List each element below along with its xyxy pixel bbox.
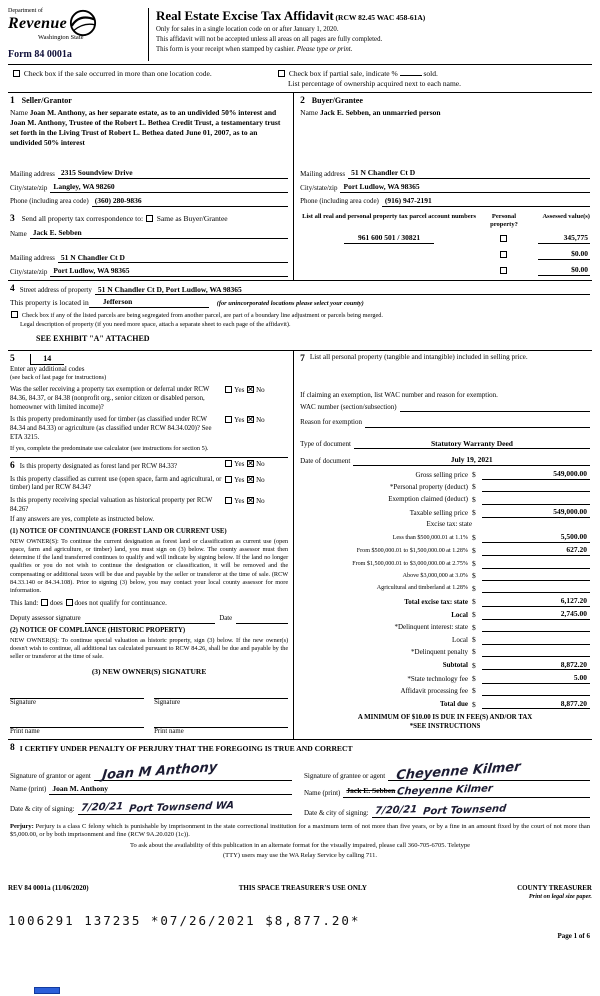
form-title: Real Estate Excise Tax Affidavit [156,8,334,23]
tax-row-value-field[interactable]: 627.20 [482,545,590,556]
dept-of-label: Department of [8,8,43,14]
correspondence-parcel-band [8,210,592,281]
seller-phone-field[interactable]: (360) 280-9836 [92,196,288,207]
dollar-sign: $ [471,470,476,480]
tax-row-tier4 [300,571,590,581]
agency-block [8,8,148,61]
correspondence-name-label: Name [10,229,27,238]
title-block [148,8,592,61]
no-label: No [256,459,265,468]
correspondence-city-label: City/state/zip [10,268,48,277]
alt-format-note-1: To ask about the availability of this publication in an alternate format for the visually impaired, please call 360-705-6705. Teletype [130,841,470,849]
grantee-signature-ink: Cheyenne Kilmer [395,759,522,784]
buyer-phone-field[interactable]: (916) 947-2191 [382,196,590,207]
deputy-assessor-signature-field[interactable] [85,616,216,624]
grantor-name-print-field[interactable]: Joan M. Anthony [49,784,292,795]
buyer-city-field[interactable]: Port Ludlow, WA 98365 [340,182,590,193]
personal-property-checkbox[interactable] [500,251,507,258]
tax-row-value-field[interactable]: 5,500.00 [482,532,590,543]
question-text: Is this property receiving special valuation as historical property per RCW 84.26? [10,496,213,513]
footer [8,884,592,996]
notice-compliance-body: NEW OWNER(S): To continue special valuation as historic property, sign (3) below. If the new owner(s) doesn't wish to continue, all additional tax calculated pursuant to RCW 84.26, shall be due and payable by the seller or transferor at the time of sale. [10,636,289,660]
grantee-name-print-field[interactable] [343,784,590,798]
correspondence-name-field[interactable]: Jack E. Sebben [30,228,288,239]
dollar-sign: $ [471,571,476,581]
tax-row-excise-state-header [300,520,590,529]
dollar-sign: $ [471,622,476,632]
treasurer-receipt-stamp: 1006291 137235 *07/26/2021 $8,877.20* [8,913,361,929]
section-6-number: 6 [10,460,15,471]
grantor-date-ink: 7/20/21 [79,800,124,814]
treasurer-space-label: THIS SPACE TREASURER'S USE ONLY [238,884,367,892]
tax-row-label: *State technology fee [407,674,468,683]
perjury-paragraph [8,823,592,840]
header-note-3: This form is your receipt when stamped by cashier. [156,45,296,53]
revenue-logo-icon [69,9,97,37]
section-5-number: 5 [10,353,15,364]
reason-exemption-label: Reason for exemption [300,418,362,427]
correspondence-mailing-field[interactable]: 51 N Chandler Ct D [58,253,288,264]
tax-row-gross [300,469,590,480]
dollar-sign: $ [471,558,476,568]
tax-row-label: Local [451,610,468,619]
legal-size-note: Print on legal size paper. [528,893,592,901]
dollar-sign: $ [471,634,476,644]
question-text: Is this property classified as current use (open space, farm and agricultural, or timber) land per RCW 84.34? [10,475,222,492]
type-or-print-note: Please type or print. [296,45,353,53]
tax-row-label: *Delinquent interest: state [394,623,468,632]
parcel-row [300,233,590,244]
tax-row-label: *Personal property (deduct) [389,483,468,492]
question-timber-agriculture [10,416,288,442]
parcel-row [300,248,590,260]
tax-row-value-field[interactable] [482,584,590,593]
grantor-date-city-field[interactable] [78,801,292,815]
predominate-use-note: If yes, complete the predominate use calculator (see instructions for section 5). [10,444,209,452]
legal-description-label: Legal description of property (if you need more space, attach a separate sheet to each page of the affidavit). [20,321,291,329]
seller-buyer-band [8,93,592,210]
grantee-date-city-field[interactable] [372,804,590,818]
personal-property-label: List all personal property (tangible and intangible) included in selling price. [309,352,528,361]
tax-row-value-field[interactable] [482,648,590,657]
new-owner-signature-1-field[interactable] [10,691,144,699]
dollar-sign: $ [471,583,476,593]
sections-5-6 [8,351,294,739]
grantor-date-city-label: Date & city of signing: [10,805,75,814]
additional-codes-note: (see back of last page for instructions) [10,374,107,382]
page-number: Page 1 of 6 [557,932,590,940]
signature-label: Signature [154,698,181,706]
tax-row-label: Affidavit processing fee [400,686,468,695]
grantee-signature-label: Signature of grantee or agent [304,771,386,780]
tax-row-value-field[interactable]: 8,872.20 [482,660,590,671]
no-label: No [256,386,265,395]
tax-row-value-field[interactable]: 2,745.00 [482,609,590,620]
buyer-phone-label: Phone (including area code) [300,197,379,206]
parcel-number-field[interactable]: 961 600 501 / 30821 [344,233,434,244]
grantee-name-struck: Jack E. Sebben [346,785,396,795]
parcel-row [300,264,590,276]
buyer-city-label: City/state/zip [300,183,338,192]
tax-row-tier1 [300,532,590,543]
tax-row-delinquent-interest [300,623,590,633]
grantee-date-city-label: Date & city of signing: [304,808,369,817]
no-checkbox[interactable] [247,476,254,483]
deputy-assessor-row [10,615,288,624]
tax-row-label: From $1,500,000.01 to $3,000,000.00 at 2.75% [352,560,468,567]
new-owner-print-2-field[interactable] [154,720,288,728]
tax-row-value-field[interactable] [482,483,590,492]
section-4-number: 4 [10,284,15,295]
tax-row-value-field[interactable]: 5.00 [482,673,590,684]
assessed-value-field[interactable]: $0.00 [538,249,590,260]
parcel-numbers-header: List all real and personal property tax parcel account numbers [302,212,476,220]
assessed-value-field[interactable]: 345,775 [538,233,590,244]
additional-codes-label: Enter any additional codes [10,365,85,374]
tax-row-value-field[interactable] [482,623,590,632]
tax-row-value-field[interactable]: 6,127.20 [482,596,590,607]
form-number: Form 84 0001a [8,49,72,61]
seller-name-label: Name [10,108,28,118]
if-yes-note: If any answers are yes, complete as instructed below. [10,516,155,524]
dollar-sign: $ [471,686,476,696]
no-checkbox[interactable] [247,386,254,393]
tax-row-label: Excise tax: state [426,520,472,529]
ownership-percent-note: List percentage of ownership acquired next to each name. [287,79,462,89]
grantee-city-ink: Port Townsend [422,803,507,818]
tax-row-delinquent-penalty [300,647,590,657]
section-1-number: 1 [10,95,15,106]
section-7-tax [294,351,592,739]
multi-location-checkbox[interactable] [13,70,20,77]
tax-row-label: Taxable selling price [409,508,468,517]
street-address-label: Street address of property [19,286,92,295]
segregated-label: Check box if any of the listed parcels are being segregated from another parcel, are part of a boundary line adjustment or parcels being merged. [21,312,383,320]
section-3-number: 3 [10,213,15,224]
county-note: (for unincorporated locations please select your county) [216,299,364,307]
section-8-certification [8,739,592,817]
grantor-signature-label: Signature of grantor or agent [10,771,91,780]
grantor-city-ink: Port Townsend WA [128,799,235,815]
no-label: No [256,475,265,484]
perjury-lead: Perjury: [10,822,34,830]
grantee-signature-field[interactable] [388,759,590,784]
tax-row-label: From $500,000.01 to $1,500,000.00 at 1.28% [356,548,468,555]
tax-row-tier3 [300,559,590,569]
section-4-property [8,280,592,350]
does-label: does [49,598,63,607]
partial-sale-label: Check box if partial sale, indicate % [288,69,398,79]
yes-label: Yes [234,416,245,425]
notice-continuance-title: (1) NOTICE OF CONTINUANCE (FOREST LAND OR CURRENT USE) [10,528,227,536]
no-label: No [256,416,265,425]
section-2-buyer [294,93,592,210]
doc-date-field[interactable]: July 19, 2021 [353,455,590,466]
seller-phone-label: Phone (including area code) [10,197,89,206]
buyer-mailing-label: Mailing address [300,169,346,178]
question-historic-property [10,497,288,515]
does-not-checkbox[interactable] [66,599,73,606]
question-exemption-deferral [10,386,288,412]
yes-label: Yes [234,459,245,468]
county-field[interactable]: Jefferson [89,297,209,308]
tax-row-value-field[interactable]: 8,877.20 [482,699,590,710]
seller-mailing-label: Mailing address [10,169,55,178]
seller-mailing-field[interactable]: 2315 Soundview Drive [58,168,288,179]
doc-type-label: Type of document [300,440,351,449]
tax-band [8,350,592,739]
tax-row-delinquent-local [300,635,590,645]
question-forest-land [10,460,288,472]
section-8-number: 8 [10,743,15,754]
doc-date-label: Date of document [300,456,351,465]
yes-label: Yes [234,475,245,484]
seller-grantor-heading: Seller/Grantor [21,95,72,105]
section-3-correspondence [8,210,294,281]
tax-row-label: Less than $500,000.01 at 1.1% [392,534,468,541]
tax-row-label: Subtotal [442,661,468,670]
print-name-label: Print name [154,727,184,735]
question-current-use [10,476,288,494]
additional-code-field[interactable]: 14 [30,354,64,365]
rev-number: REV 84 0001a (11/06/2020) [8,884,89,892]
tax-row-agricultural [300,584,590,594]
viewer-artifact [34,987,60,994]
grantor-signature-field[interactable] [94,759,292,783]
tax-row-value-field[interactable] [482,560,590,569]
grantee-name-ink: Cheyenne Kilmer [396,783,494,798]
tax-row-total-state [300,596,590,607]
personal-property-checkbox[interactable] [500,267,507,274]
legal-description-value[interactable]: SEE EXHIBIT "A" ATTACHED [36,333,150,343]
seller-city-label: City/state/zip [10,183,48,192]
tax-row-total-due [300,699,590,710]
date-label: Date [219,614,233,622]
parcel-table [294,210,592,281]
located-in-label: This property is located in [10,298,89,308]
dollar-sign: $ [471,610,476,620]
deputy-assessor-label: Deputy assessor signature [10,614,81,622]
washington-state-label: Washington State [38,34,84,41]
tax-row-label: *Delinquent penalty [411,647,468,656]
county-treasurer-label: COUNTY TREASURER [517,884,592,892]
question-text: Is this property designated as forest land per RCW 84.33? [19,462,178,470]
header-note-2: This affidavit will not be accepted unless all areas on all pages are fully completed. [156,35,383,43]
form-header [8,8,592,65]
section-7-number: 7 [300,353,305,364]
dollar-sign: $ [471,494,476,504]
signature-label: Signature [10,698,37,706]
alt-format-note-2: (TTY) users may use the WA Relay Service by calling 711. [223,852,377,860]
perjury-body: Perjury is a class C felony which is punishable by imprisonment in the state correctional institution for a maximum term of not more than five years, or by a fine in an amount fixed by the court of not more than $5,000.00, or by both imprisonment and fine (RCW 9A.20.020 (1c)). [10,822,590,839]
tax-row-label: Local [452,635,468,644]
yes-checkbox[interactable] [225,460,232,467]
notice-compliance-title: (2) NOTICE OF COMPLIANCE (HISTORIC PROPERTY) [10,626,186,634]
question-text: Is this property predominantly used for timber (as classified under RCW 84.34 and 84.33) or agriculture (as classified under RCW 84.34.020)? See ETA 3215. [10,416,212,441]
sold-label: sold. [423,69,438,79]
tax-row-label: Total excise tax: state [404,597,468,606]
correspondence-city-field[interactable]: Port Ludlow, WA 98365 [50,266,288,277]
tax-row-value-field[interactable]: 549,000.00 [482,469,590,480]
agency-wordmark [8,8,67,35]
yes-checkbox[interactable] [225,386,232,393]
reason-exemption-field[interactable] [365,419,590,428]
tax-row-value-field[interactable] [482,687,590,696]
wac-number-label: WAC number (section/subsection) [300,403,397,412]
this-land-label: This land: [10,598,39,607]
tax-row-local [300,609,590,620]
dollar-sign: $ [471,546,476,556]
grantee-signature-block [300,755,590,818]
new-owner-signature-2-field[interactable] [154,691,288,699]
top-checkbox-row [8,65,592,93]
land-qualify-row [10,599,288,608]
dollar-sign: $ [471,482,476,492]
tax-row-tech-fee [300,673,590,684]
section-1-seller [8,93,294,210]
no-label: No [256,496,265,505]
buyer-grantee-heading: Buyer/Grantee [311,95,363,105]
notice-continuance-body: NEW OWNER(S): To continue the current designation as forest land or classification as current use (open space, farm and agriculture, or timber) land, you must sign on (3) below. The county assessor must then determine if the land transferred continues to qualify and will indicate by signing below. If the land no longer qualifies or you do not wish to continue the designation or classification, it will be removed and the compensating or additional taxes will be due and payable by the seller or transferor at the time of sale. (RCW 84.33.140 or 84.34.108). Prior to signing (3) below, you may contact your local county assessor for more information. [10,538,289,594]
perjury-certification: I CERTIFY UNDER PENALTY OF PERJURY THAT THE FOREGOING IS TRUE AND CORRECT [19,743,353,753]
header-note-1: Only for sales in a single location code on or after January 1, 2020. [156,25,339,33]
assessed-values-header: Assessed value(s) [542,212,590,220]
dollar-sign: $ [471,533,476,543]
parcel-number-field[interactable] [344,264,434,273]
minimum-fee-note: A MINIMUM OF $10.00 IS DUE IN FEE(S) AND/OR TAX [357,714,533,722]
parcel-number-field[interactable] [344,248,434,257]
segregated-checkbox[interactable] [11,311,18,318]
yes-label: Yes [234,386,245,395]
tax-row-taxable [300,507,590,518]
does-not-label: does not qualify for continuance. [74,598,167,607]
no-checkbox[interactable] [247,416,254,423]
assessed-value-field[interactable]: $0.00 [538,265,590,276]
yes-checkbox[interactable] [225,476,232,483]
dollar-sign: $ [471,699,476,709]
tax-computation-table [300,469,590,709]
yes-checkbox[interactable] [225,497,232,504]
no-checkbox[interactable] [247,497,254,504]
no-checkbox[interactable] [247,460,254,467]
personal-property-checkbox[interactable] [500,235,507,242]
new-owner-signature-title: (3) NEW OWNER(S) SIGNATURE [91,667,207,677]
grantee-date-ink: 7/20/21 [373,804,418,817]
section-2-number: 2 [300,95,305,106]
dollar-sign: $ [471,508,476,518]
grantor-signature-ink: Joan M Anthony [101,759,218,783]
tax-row-value-field[interactable] [482,636,590,645]
tax-row-value-field[interactable] [482,572,590,581]
revenue-wordmark: Revenue [8,14,67,32]
wac-number-field[interactable] [400,403,590,412]
grantor-signature-block [10,755,300,818]
tax-row-label: Agricultural and timberland at 1.28% [376,585,468,592]
tax-row-label: Exemption claimed (deduct) [388,495,468,504]
partial-sale-checkbox[interactable] [278,70,285,77]
form-title-rcw: (RCW 82.45 WAC 458-61A) [335,13,426,22]
tax-row-value-field[interactable]: 549,000.00 [482,507,590,518]
question-text: Was the seller receiving a property tax exemption or deferral under RCW 84.36, 84.37, or 84.38 (nonprofit org., senior citizen or disabled person, homeowner with limited income)? [10,386,210,411]
buyer-mailing-field[interactable]: 51 N Chandler Ct D [348,168,590,179]
does-checkbox[interactable] [41,599,48,606]
tax-row-label: Total due [440,700,468,709]
grantor-name-print-label: Name (print) [10,785,47,794]
tax-row-processing-fee [300,686,590,696]
grantee-name-print-label: Name (print) [304,788,341,797]
deputy-date-field[interactable] [236,616,288,624]
dollar-sign: $ [471,647,476,657]
tax-row-label: Above $3,000,000 at 3.0% [402,573,468,579]
yes-label: Yes [234,496,245,505]
exemption-note: If claiming an exemption, list WAC number and reason for exemption. [300,391,498,400]
see-instructions-note: *SEE INSTRUCTIONS [409,723,481,731]
yes-checkbox[interactable] [225,416,232,423]
buyer-name-label: Name [300,108,319,118]
print-name-label: Print name [10,727,40,735]
dollar-sign: $ [471,660,476,670]
tax-row-personal-deduct [300,482,590,492]
correspondence-mailing-label: Mailing address [10,254,55,263]
dollar-sign: $ [471,596,476,606]
percent-sold-field[interactable] [400,69,422,76]
street-address-field[interactable]: 51 N Chandler Ct D, Port Ludlow, WA 98365 [95,285,590,296]
tax-row-label: Gross selling price [415,470,468,479]
doc-type-field[interactable]: Statutory Warranty Deed [354,439,590,450]
seller-name-value[interactable]: Joan M. Anthony, as her separate estate, as to an undivided 50% interest and Joan M. Anthony, Trustee of the Robert L. Bethea Credit Trust, a testamentary trust set forth in the Living Trust of Robert L. Bethea dated June 01, 2007, as to an undivided 50% interest [10,108,281,147]
send-correspondence-label: Send all property tax correspondence to: [21,213,144,223]
new-owner-print-1-field[interactable] [10,720,144,728]
tax-row-value-field[interactable] [482,496,590,505]
tax-row-subtotal [300,660,590,671]
personal-property-header: Personal property? [490,212,518,228]
dollar-sign: $ [471,673,476,683]
seller-city-field[interactable]: Langley, WA 98260 [50,182,288,193]
tax-row-tier2 [300,545,590,556]
multi-location-label: Check box if the sale occurred in more than one location code. [23,69,212,79]
tax-row-exemption-deduct [300,495,590,505]
buyer-name-value[interactable]: Jack E. Sebben, an unmarried person [319,108,441,118]
same-as-buyer-checkbox[interactable] [146,215,153,222]
same-as-buyer-label: Same as Buyer/Grantee [156,213,228,223]
